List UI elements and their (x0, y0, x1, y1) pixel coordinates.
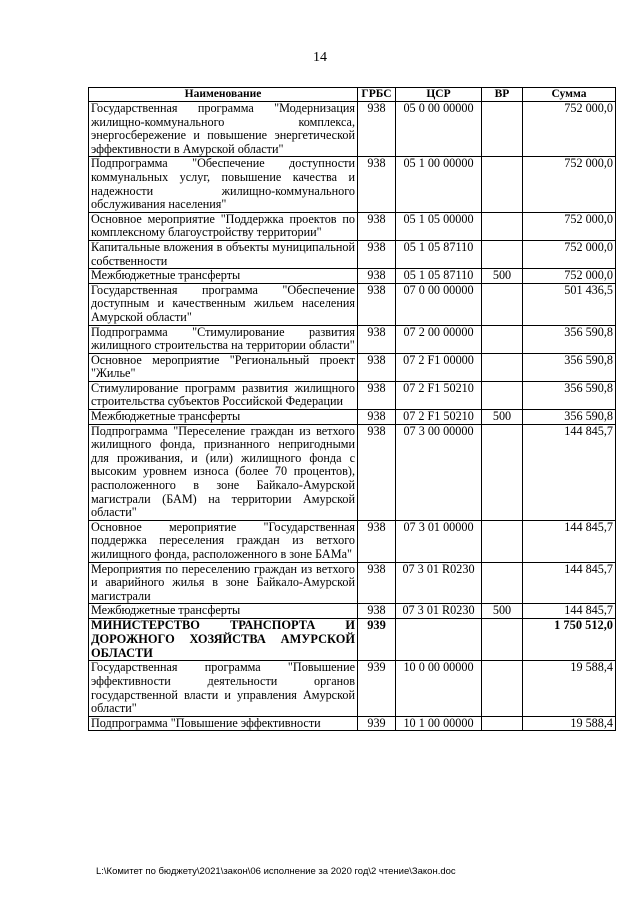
cell-name: Государственная программа "Повышение эффективности деятельности органов государственной власти и управления Амурской области" (89, 661, 358, 716)
cell-sum: 19 588,4 (523, 661, 616, 716)
cell-grbs: 938 (358, 562, 396, 604)
cell-vr (482, 716, 523, 731)
cell-vr (482, 102, 523, 157)
cell-name: Подпрограмма "Переселение граждан из ветхого жилищного фонда, признанного непригодными для проживания, и (или) жилищного фонда с высоким уровнем износа (более 70 процентов), расположенного в зоне Байкало-Амурской магистрали (БАМ) на территории Амурской области" (89, 424, 358, 520)
cell-grbs: 938 (358, 604, 396, 619)
cell-sum: 752 000,0 (523, 102, 616, 157)
cell-grbs: 938 (358, 381, 396, 409)
cell-vr (482, 157, 523, 212)
cell-name: Мероприятия по переселению граждан из ветхого и аварийного жилья в зоне Байкало-Амурской магистрали (89, 562, 358, 604)
table-row (89, 424, 616, 520)
cell-csr: 10 1 00 00000 (396, 716, 482, 731)
cell-csr: 07 3 01 00000 (396, 520, 482, 562)
cell-vr (482, 283, 523, 325)
cell-vr: 500 (482, 410, 523, 425)
cell-csr (396, 618, 482, 660)
cell-sum: 144 845,7 (523, 424, 616, 520)
table-body (89, 102, 616, 731)
cell-vr (482, 520, 523, 562)
cell-name: Капитальные вложения в объекты муниципальной собственности (89, 240, 358, 268)
cell-sum: 356 590,8 (523, 410, 616, 425)
cell-csr: 07 2 F1 50210 (396, 381, 482, 409)
cell-sum: 356 590,8 (523, 353, 616, 381)
table-row (89, 716, 616, 731)
table-row (89, 661, 616, 716)
cell-sum: 19 588,4 (523, 716, 616, 731)
cell-vr (482, 353, 523, 381)
cell-vr (482, 618, 523, 660)
cell-grbs: 939 (358, 661, 396, 716)
table-header-row (89, 88, 616, 102)
cell-sum: 752 000,0 (523, 212, 616, 240)
cell-name: Государственная программа "Обеспечение доступным и качественным жильем населения Амурской области" (89, 283, 358, 325)
budget-table (88, 87, 616, 731)
cell-vr (482, 424, 523, 520)
table-row (89, 212, 616, 240)
table-row (89, 381, 616, 409)
cell-grbs: 939 (358, 716, 396, 731)
cell-vr: 500 (482, 604, 523, 619)
cell-name: Подпрограмма "Обеспечение доступности коммунальных услуг, повышение качества и надежности жилищно-коммунального обслуживания населения" (89, 157, 358, 212)
cell-sum: 501 436,5 (523, 283, 616, 325)
cell-csr: 07 3 01 R0230 (396, 604, 482, 619)
cell-name: Подпрограмма "Повышение эффективности (89, 716, 358, 731)
cell-vr (482, 240, 523, 268)
cell-name: Стимулирование программ развития жилищного строительства субъектов Российской Федерации (89, 381, 358, 409)
cell-sum: 356 590,8 (523, 325, 616, 353)
cell-name: Государственная программа "Модернизация жилищно-коммунального комплекса, энергосбережение и повышение энергетической эффективности в Амурской области" (89, 102, 358, 157)
cell-sum: 752 000,0 (523, 240, 616, 268)
cell-grbs: 939 (358, 618, 396, 660)
table-row (89, 325, 616, 353)
cell-name: Межбюджетные трансферты (89, 410, 358, 425)
cell-grbs: 938 (358, 269, 396, 284)
cell-csr: 07 3 00 00000 (396, 424, 482, 520)
header-name: Наименование (89, 88, 358, 102)
cell-grbs: 938 (358, 424, 396, 520)
table-row (89, 102, 616, 157)
cell-vr: 500 (482, 269, 523, 284)
cell-csr: 05 1 00 00000 (396, 157, 482, 212)
cell-grbs: 938 (358, 283, 396, 325)
cell-grbs: 938 (358, 157, 396, 212)
cell-vr (482, 661, 523, 716)
cell-grbs: 938 (358, 410, 396, 425)
page-number: 14 (313, 50, 327, 65)
cell-sum: 1 750 512,0 (523, 618, 616, 660)
cell-csr: 07 0 00 00000 (396, 283, 482, 325)
cell-sum: 144 845,7 (523, 562, 616, 604)
cell-csr: 07 3 01 R0230 (396, 562, 482, 604)
cell-csr: 07 2 00 00000 (396, 325, 482, 353)
cell-vr (482, 212, 523, 240)
cell-name: Основное мероприятие "Поддержка проектов по комплексному благоустройству территории" (89, 212, 358, 240)
cell-sum: 356 590,8 (523, 381, 616, 409)
header-sum: Сумма (523, 88, 616, 102)
table-row (89, 269, 616, 284)
cell-csr: 05 1 05 00000 (396, 212, 482, 240)
cell-vr (482, 562, 523, 604)
cell-sum: 144 845,7 (523, 520, 616, 562)
cell-grbs: 938 (358, 520, 396, 562)
cell-name: МИНИСТЕРСТВО ТРАНСПОРТА И ДОРОЖНОГО ХОЗЯЙСТВА АМУРСКОЙ ОБЛАСТИ (89, 618, 358, 660)
header-grbs: ГРБС (358, 88, 396, 102)
cell-name: Межбюджетные трансферты (89, 269, 358, 284)
table-row (89, 604, 616, 619)
table-row (89, 283, 616, 325)
cell-csr: 10 0 00 00000 (396, 661, 482, 716)
cell-sum: 144 845,7 (523, 604, 616, 619)
table-row (89, 240, 616, 268)
cell-vr (482, 325, 523, 353)
cell-csr: 07 2 F1 00000 (396, 353, 482, 381)
cell-grbs: 938 (358, 102, 396, 157)
table-row (89, 410, 616, 425)
table-row (89, 353, 616, 381)
cell-grbs: 938 (358, 325, 396, 353)
cell-grbs: 938 (358, 212, 396, 240)
header-vr: ВР (482, 88, 523, 102)
cell-name: Основное мероприятие "Государственная поддержка переселения граждан из ветхого жилищного фонда, расположенного в зоне БАМа" (89, 520, 358, 562)
cell-vr (482, 381, 523, 409)
table-row (89, 562, 616, 604)
cell-name: Основное мероприятие "Региональный проект "Жилье" (89, 353, 358, 381)
cell-csr: 07 2 F1 50210 (396, 410, 482, 425)
cell-csr: 05 1 05 87110 (396, 240, 482, 268)
header-csr: ЦСР (396, 88, 482, 102)
cell-name: Подпрограмма "Стимулирование развития жилищного строительства на территории области" (89, 325, 358, 353)
cell-csr: 05 0 00 00000 (396, 102, 482, 157)
cell-csr: 05 1 05 87110 (396, 269, 482, 284)
table-row (89, 157, 616, 212)
cell-sum: 752 000,0 (523, 157, 616, 212)
cell-grbs: 938 (358, 353, 396, 381)
cell-sum: 752 000,0 (523, 269, 616, 284)
table-row (89, 618, 616, 660)
table-row (89, 520, 616, 562)
cell-grbs: 938 (358, 240, 396, 268)
cell-name: Межбюджетные трансферты (89, 604, 358, 619)
file-path-footer: L:\Комитет по бюджету\2021\закон\06 исполнение за 2020 год\2 чтение\Закон.doc (96, 866, 456, 877)
